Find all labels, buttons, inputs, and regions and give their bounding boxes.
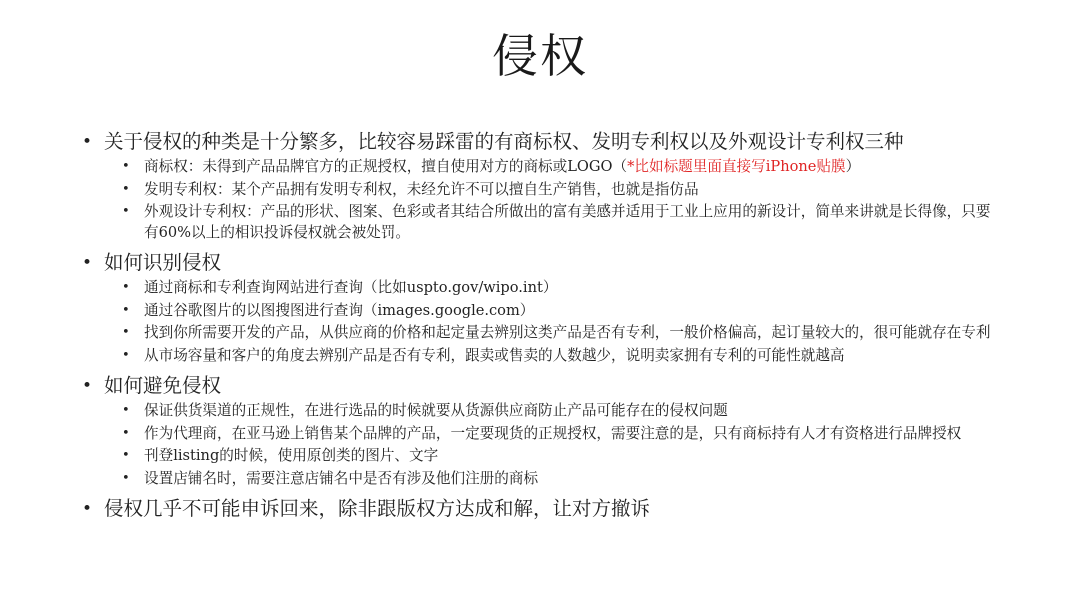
list-item-listing-original: [122, 446, 1002, 467]
bullet-icon: •: [122, 403, 130, 418]
slide-content: [82, 128, 1002, 523]
section-heading-text: 关于侵权的种类是十分繁多，比较容易踩雷的有商标权、发明专利权以及外观设计专利权三种: [104, 130, 904, 153]
section-items-avoid: [122, 401, 1002, 489]
bullet-icon: •: [82, 499, 93, 519]
list-item-query-sites: [122, 278, 1002, 299]
bullet-icon: •: [82, 376, 93, 396]
trademark-text: 商标权：未得到产品品牌官方的正规授权，擅自使用对方的商标或LOGO（: [144, 158, 628, 175]
bullet-icon: •: [122, 470, 130, 486]
section-heading-appeal: [82, 495, 1002, 523]
list-item-text: 设置店铺名时，需要注意店铺名中是否有涉及他们注册的商标: [144, 469, 539, 487]
list-item-text: 通过商标和专利查询网站进行查询（比如uspto.gov/wipo.int）: [144, 279, 558, 296]
bullet-icon: •: [82, 132, 93, 152]
bullet-icon: •: [122, 280, 130, 295]
list-item-image-search: [122, 301, 1002, 322]
trademark-example-highlight: *比如标题里面直接写iPhone贴膜: [627, 158, 846, 175]
section-heading-avoid: [82, 372, 1002, 400]
list-item-design-patent: [122, 202, 1002, 243]
list-item-text: 从市场容量和客户的角度去辨别产品是否有专利，跟卖或售卖的人数越少，说明卖家拥有专利的可能性就越高: [144, 346, 845, 364]
list-item-store-name: [122, 469, 1002, 490]
list-item-text: 刊登listing的时候，使用原创类的图片、文字: [144, 447, 439, 464]
bullet-icon: •: [122, 448, 130, 463]
list-item-supply-channel: [122, 401, 1002, 422]
list-item-text: 保证供货渠道的正规性，在进行选品的时候就要从货源供应商防止产品可能存在的侵权问题: [144, 402, 728, 419]
section-heading-text: 如何识别侵权: [104, 251, 222, 274]
section-items-infringement-types: [122, 157, 1002, 243]
bullet-icon: •: [122, 204, 130, 219]
list-item-invention-patent: [122, 180, 1002, 201]
section-heading-text: 如何避免侵权: [104, 374, 222, 397]
bullet-icon: •: [122, 159, 130, 174]
bullet-icon: •: [122, 181, 130, 197]
list-item-text: 外观设计专利权：产品的形状、图案、色彩或者其结合所做出的富有美感并适用于工业上应用的新设计，简单来讲就是长得像，只要有60%以上的相识投诉侵权就会被处罚。: [144, 203, 991, 241]
list-item-supplier-price: [122, 323, 1002, 344]
slide-title: 侵权: [492, 29, 588, 83]
bullet-icon: •: [122, 347, 130, 363]
section-items-identify: [122, 278, 1002, 366]
list-item-agent-authorization: [122, 424, 1002, 445]
bullet-icon: •: [122, 425, 130, 441]
section-heading-text: 侵权几乎不可能申诉回来，除非跟版权方达成和解，让对方撤诉: [104, 497, 651, 520]
list-item-trademark: [122, 157, 1002, 178]
section-heading-infringement-types: [82, 128, 1002, 156]
list-item-text: 作为代理商，在亚马逊上销售某个品牌的产品，一定要现货的正规授权，需要注意的是，只有商标持有人才有资格进行品牌授权: [144, 424, 962, 442]
section-heading-identify: [82, 249, 1002, 277]
bullet-icon: •: [122, 302, 130, 318]
bullet-icon: •: [122, 325, 130, 340]
bullet-icon: •: [82, 253, 93, 273]
list-item-text: 发明专利权：某个产品拥有发明专利权，未经允许不可以擅自生产销售，也就是指仿品: [144, 180, 699, 198]
list-item-market-capacity: [122, 346, 1002, 367]
list-item-text: 找到你所需要开发的产品，从供应商的价格和起定量去辨别这类产品是否有专利，一般价格偏高，起订量较大的，很可能就存在专利: [144, 324, 991, 341]
list-item-text: 通过谷歌图片的以图搜图进行查询（images.google.com）: [144, 301, 535, 319]
list-item-text: [144, 157, 994, 178]
trademark-text-tail: ）: [845, 158, 861, 175]
